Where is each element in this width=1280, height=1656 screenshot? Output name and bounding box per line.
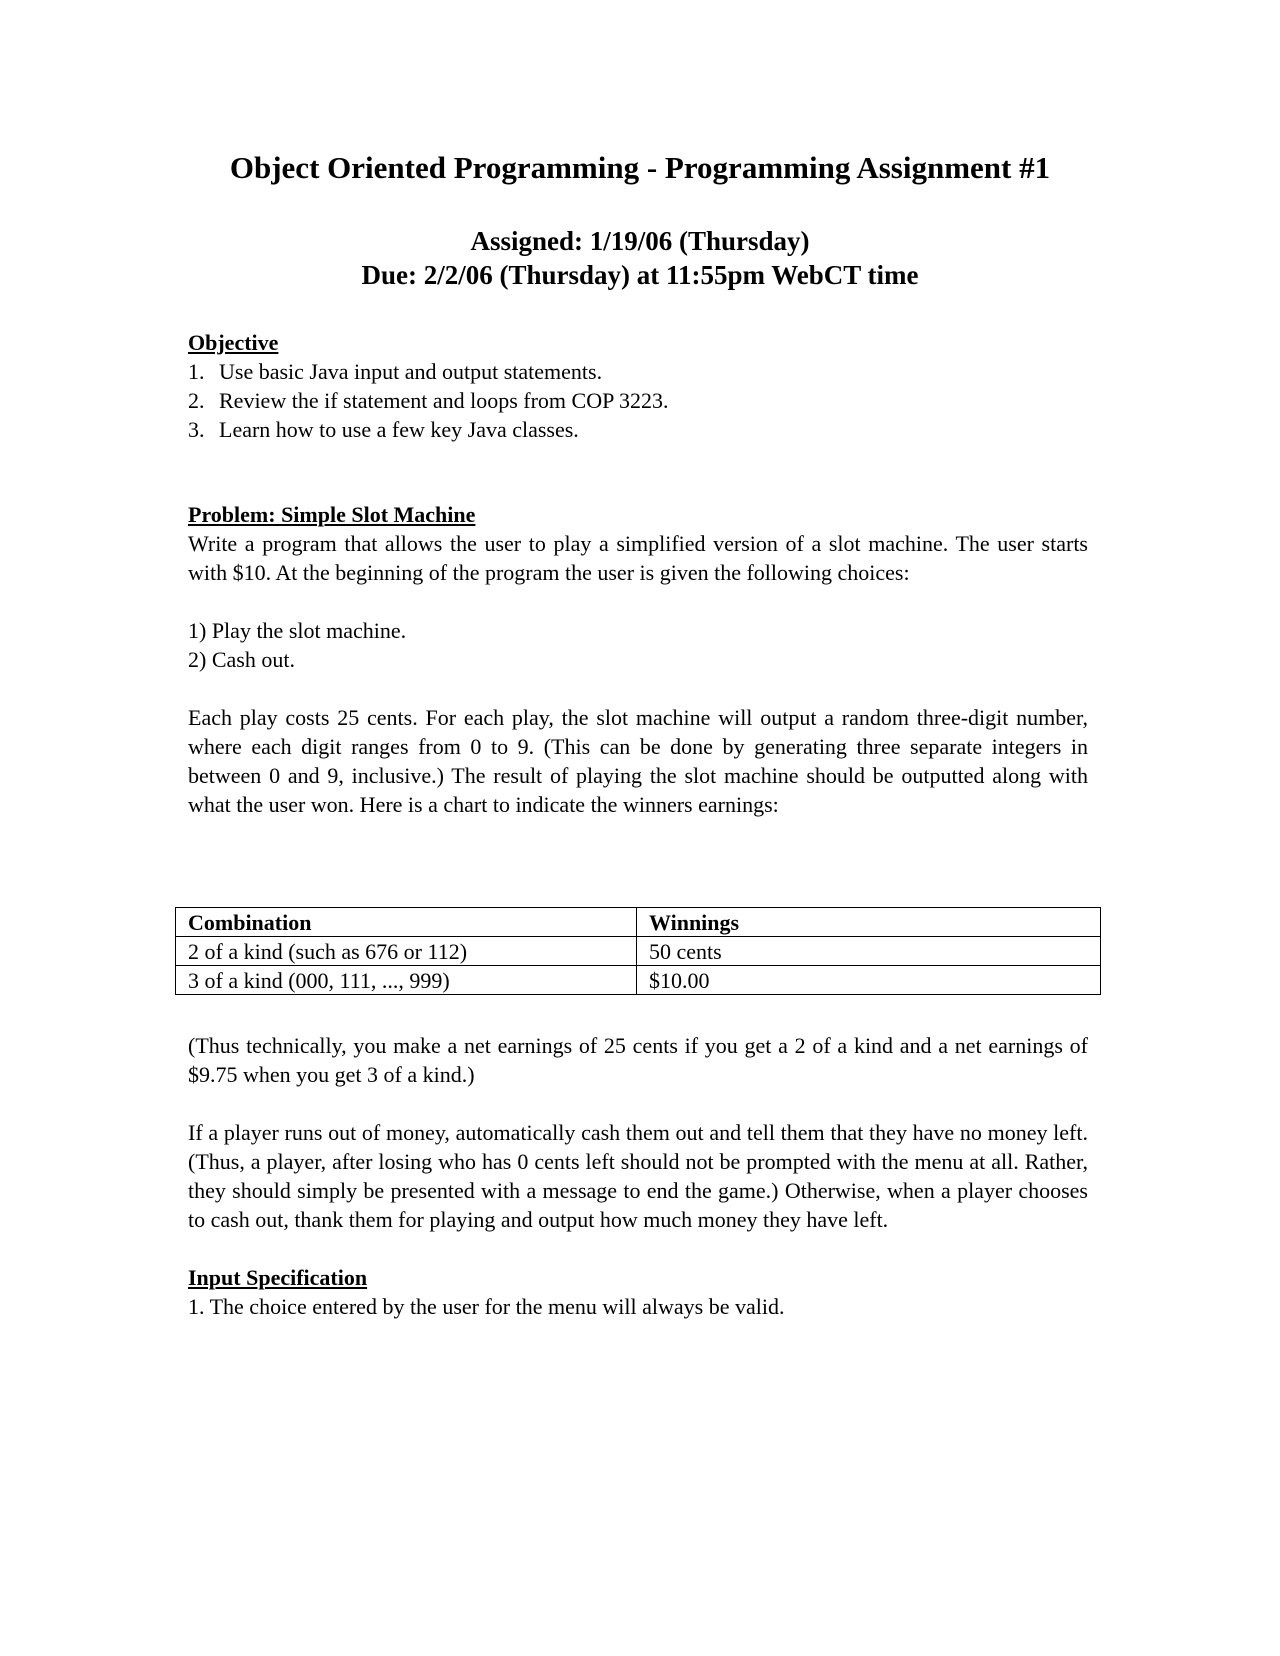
problem-intro: Write a program that allows the user to play a simplified version of a slot machine. The user starts with $10. At the beginning of the program the user is given the following choices: — [188, 531, 1088, 585]
table-row — [176, 937, 1101, 966]
input-spec-item: 1. The choice entered by the user for the menu will always be valid. — [188, 1294, 785, 1319]
objective-heading: Objective — [188, 330, 279, 355]
item-number: 2. — [188, 388, 205, 413]
assigned-date: Assigned: 1/19/06 (Thursday) — [470, 226, 810, 256]
problem-rules: Each play costs 25 cents. For each play, the slot machine will output a random three-digit number, where each digit ranges from 0 to 9. (This can be done by generating three separate integers in between 0 and 9, inclusive.) The result of playing the slot machine should be outputted along with what the user won. Here is a chart to indicate the winners earnings: — [188, 705, 1088, 817]
objective-list — [188, 357, 1088, 444]
item-text: Use basic Java input and output statements. — [219, 359, 603, 384]
choice-2: 2) Cash out. — [188, 647, 295, 672]
objective-section — [188, 328, 1088, 444]
due-date: Due: 2/2/06 (Thursday) at 11:55pm WebCT time — [361, 260, 919, 290]
problem-heading: Problem: Simple Slot Machine — [188, 502, 476, 527]
list-item — [188, 386, 1088, 415]
problem-section — [188, 500, 1088, 819]
table-row — [176, 966, 1101, 995]
table-header-cell: Combination — [176, 908, 637, 937]
choice-1: 1) Play the slot machine. — [188, 618, 407, 643]
page-title: Object Oriented Programming - Programming Assignment #1 — [229, 150, 1051, 185]
table-header-row — [176, 908, 1101, 937]
table-cell: 50 cents — [637, 937, 1101, 966]
winnings-table — [175, 907, 1101, 995]
input-spec-heading: Input Specification — [188, 1265, 368, 1290]
item-text: Learn how to use a few key Java classes. — [219, 417, 579, 442]
net-earnings-note: (Thus technically, you make a net earnings of 25 cents if you get a 2 of a kind and a net earnings of $9.75 when you get 3 of a kind.) — [188, 1033, 1088, 1087]
list-item — [188, 415, 1088, 444]
table-header-cell: Winnings — [637, 908, 1101, 937]
rules-section — [188, 1031, 1088, 1321]
item-number: 1. — [188, 359, 205, 384]
out-of-money-paragraph: If a player runs out of money, automatically cash them out and tell them that they have no money left. (Thus, a player, after losing who has 0 cents left should not be prompted with the menu at all. Rather, they should simply be presented with a message to end the game.) Otherwise, when a player chooses to cash out, thank them for playing and output how much money they have left. — [188, 1120, 1088, 1232]
table-cell: 3 of a kind (000, 111, ..., 999) — [176, 966, 637, 995]
list-item — [188, 357, 1088, 386]
item-number: 3. — [188, 417, 205, 442]
item-text: Review the if statement and loops from COP 3223. — [219, 388, 669, 413]
table-cell: 2 of a kind (such as 676 or 112) — [176, 937, 637, 966]
table-cell: $10.00 — [637, 966, 1101, 995]
